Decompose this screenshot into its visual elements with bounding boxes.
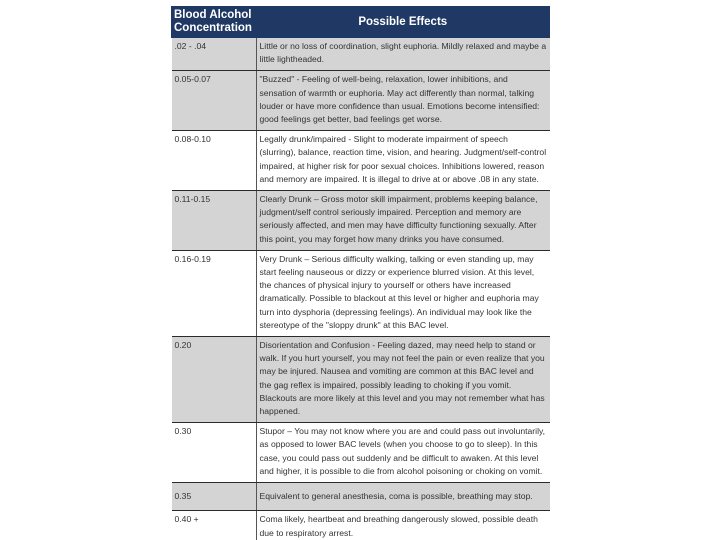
table-row bbox=[172, 71, 550, 131]
table-row bbox=[172, 250, 550, 336]
header-concentration: Blood Alcohol Concentration bbox=[172, 7, 257, 38]
table-row bbox=[172, 483, 550, 511]
table-row bbox=[172, 423, 550, 483]
bac-effects: Disorientation and Confusion - Feeling dazed, may need help to stand or walk. If you hurt yourself, you may not feel the pain or even realize that you may be injured. Nausea and vomiting are common at this BAC level and the gag reflex is impaired, possibly leading to choking if you vomit. Blackouts are more likely at this level and you may not remember what has happened. bbox=[256, 337, 550, 423]
bac-effects: Coma likely, heartbeat and breathing dangerously slowed, possible death due to respiratory arrest. bbox=[256, 511, 550, 540]
bac-level: 0.11-0.15 bbox=[172, 191, 257, 251]
bac-effects: "Buzzed" - Feeling of well-being, relaxation, lower inhibitions, and sensation of warmth or euphoria. May act differently than normal, talking louder or have more confidence than usual. Emotions become intensified: good feelings get better, bad feelings get worse. bbox=[256, 71, 550, 131]
bac-effects-table bbox=[171, 6, 550, 540]
table-row bbox=[172, 511, 550, 540]
bac-level: .02 - .04 bbox=[172, 38, 257, 71]
bac-level: 0.16-0.19 bbox=[172, 250, 257, 336]
bac-effects: Little or no loss of coordination, slight euphoria. Mildly relaxed and maybe a little lightheaded. bbox=[256, 38, 550, 71]
table-row bbox=[172, 38, 550, 71]
table-row bbox=[172, 337, 550, 423]
table-header-row bbox=[172, 7, 550, 38]
bac-effects: Stupor – You may not know where you are and could pass out involuntarily, as opposed to lower BAC levels (when you choose to go to sleep). In this case, you could pass out suddenly and be difficult to awaken. At this level and higher, it is possible to die from alcohol poisoning or choking on vomit. bbox=[256, 423, 550, 483]
bac-level: 0.40 + bbox=[172, 511, 257, 540]
bac-effects: Legally drunk/impaired - Slight to moderate impairment of speech (slurring), balance, reaction time, vision, and hearing. Judgment/self-control impaired, at higher risk for poor sexual choices. Inhibitions lowered, reason and memory are impaired. It is illegal to drive at or above .08 in any state. bbox=[256, 131, 550, 191]
bac-level: 0.20 bbox=[172, 337, 257, 423]
header-effects: Possible Effects bbox=[256, 7, 550, 38]
bac-level: 0.30 bbox=[172, 423, 257, 483]
bac-level: 0.05-0.07 bbox=[172, 71, 257, 131]
bac-effects: Equivalent to general anesthesia, coma is possible, breathing may stop. bbox=[256, 483, 550, 511]
bac-effects: Very Drunk – Serious difficulty walking, talking or even standing up, may start feeling nauseous or dizzy or experience blurred vision. At this level, the chances of physical injury to yourself or others have increased dramatically. Possible to blackout at this level or higher and euphoria may turn into dysphoria (depressing feelings). An individual may look like the stereotype of the "sloppy drunk" at this BAC level. bbox=[256, 250, 550, 336]
bac-effects: Clearly Drunk – Gross motor skill impairment, problems keeping balance, judgment/self control seriously impaired. Perception and memory are seriously affected, and men may have difficulty functioning sexually. After this point, you may forget how many drinks you have consumed. bbox=[256, 191, 550, 251]
table-row bbox=[172, 191, 550, 251]
table-row bbox=[172, 131, 550, 191]
bac-level: 0.08-0.10 bbox=[172, 131, 257, 191]
bac-level: 0.35 bbox=[172, 483, 257, 511]
